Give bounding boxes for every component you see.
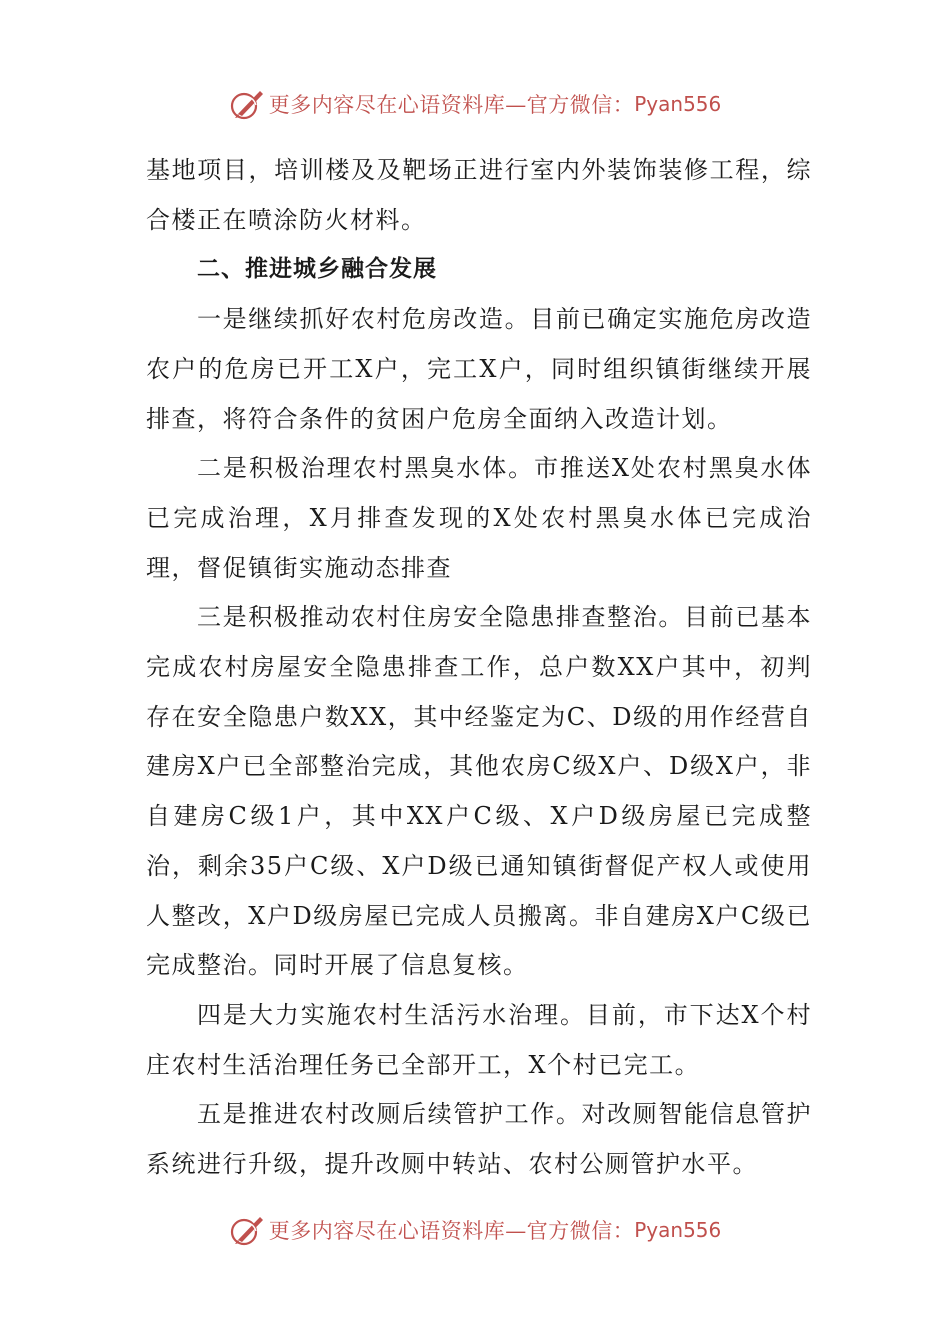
pen-quill-icon bbox=[229, 87, 265, 121]
paragraph-housing-safety: 三是积极推动农村住房安全隐患排查整治。目前已基本完成农村房屋安全隐患排查工作，总户数XX户其中，初判存在安全隐患户数XX，其中经鉴定为C、D级的用作经营自建房X户已全部整治完成，其他农房C级X户、D级X户，非自建房C级1户，其中XX户C级、X户D级房屋已完成整治，剩余35户C级、X户D级已通知镇街督促产权人或使用人整改，X户D级房屋已完成人员搬离。非自建房X户C级已完成整治。同时开展了信息复核。 bbox=[146, 603, 812, 980]
watermark-wechat-id: Pyan556 bbox=[634, 92, 722, 116]
paragraph-sewage-treatment: 四是大力实施农村生活污水治理。目前，市下达X个村庄农村生活治理任务已全部开工，X个村已完工。 bbox=[146, 1000, 812, 1079]
section-heading: 二、推进城乡融合发展 bbox=[197, 256, 437, 283]
header-watermark bbox=[0, 84, 950, 124]
pen-quill-icon bbox=[229, 1213, 265, 1247]
watermark-text: 更多内容尽在心语资料库—官方微信： bbox=[268, 1219, 635, 1243]
watermark-text: 更多内容尽在心语资料库—官方微信： bbox=[268, 93, 635, 117]
document-body bbox=[146, 146, 812, 1190]
paragraph-continuation: 基地项目，培训楼及及靶场正进行室内外装饰装修工程，综合楼正在喷涂防火材料。 bbox=[146, 156, 812, 234]
paragraph-housing-renovation: 一是继续抓好农村危房改造。目前已确定实施危房改造农户的危房已开工X户，完工X户，同时组织镇街继续开展排查，将符合条件的贫困户危房全面纳入改造计划。 bbox=[146, 305, 812, 433]
footer-watermark bbox=[0, 1210, 950, 1250]
paragraph-black-odorous-water: 二是积极治理农村黑臭水体。市推送X处农村黑臭水体已完成治理，X月排查发现的X处农村黑臭水体已完成治理，督促镇街实施动态排查 bbox=[146, 454, 812, 582]
paragraph-toilet-maintenance: 五是推进农村改厕后续管护工作。对改厕智能信息管护系统进行升级，提升改厕中转站、农村公厕管护水平。 bbox=[146, 1100, 812, 1179]
watermark-wechat-id: Pyan556 bbox=[634, 1218, 722, 1242]
